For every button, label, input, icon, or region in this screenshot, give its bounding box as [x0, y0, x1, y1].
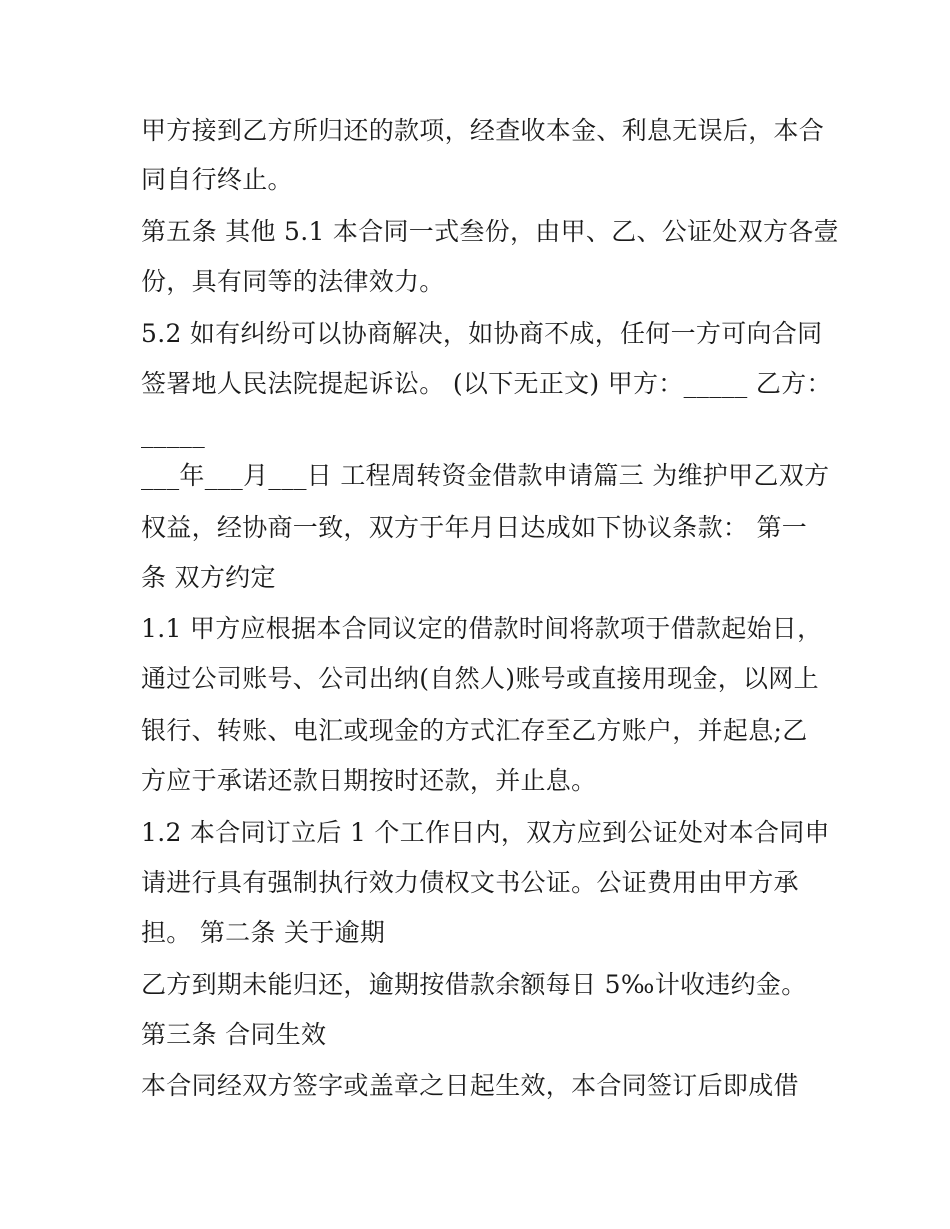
text-line: 方应于承诺还款日期按时还款，并止息。	[141, 766, 597, 795]
text-line: 第三条 合同生效	[141, 1020, 327, 1049]
text-line: 权益，经协商一致，双方于年月日达成如下协议条款： 第一	[141, 513, 808, 542]
text-line: 5.2 如有纠纷可以协商解决，如协商不成，任何一方可向合同	[141, 319, 823, 348]
text-line: 份，具有同等的法律效力。	[141, 267, 445, 296]
text-line: 条 双方约定	[141, 563, 276, 592]
text-line: 请进行具有强制执行效力债权文书公证。公证费用由甲方承	[141, 868, 799, 897]
text-line: 乙方到期未能归还，逾期按借款余额每日 5‰计收违约金。	[141, 970, 807, 999]
text-line: ___年___月___日 工程周转资金借款申请篇三 为维护甲乙双方	[141, 461, 830, 490]
text-line: _____	[141, 419, 205, 448]
text-line: 1.1 甲方应根据本合同议定的借款时间将款项于借款起始日，	[141, 614, 823, 643]
text-line: 银行、转账、电汇或现金的方式汇存至乙方账户，并起息;乙	[141, 716, 808, 745]
text-line: 甲方接到乙方所归还的款项，经查收本金、利息无误后，本合	[141, 116, 825, 145]
text-line: 签署地人民法院提起诉讼。 (以下无正文) 甲方：_____ 乙方：	[141, 369, 832, 398]
text-line: 第五条 其他 5.1 本合同一式叁份，由甲、乙、公证处双方各壹	[141, 217, 839, 246]
text-line: 同自行终止。	[141, 165, 293, 194]
text-line: 本合同经双方签字或盖章之日起生效，本合同签订后即成借	[141, 1071, 799, 1100]
text-line: 1.2 本合同订立后 1 个工作日内，双方应到公证处对本合同申	[141, 818, 830, 847]
text-line: 担。 第二条 关于逾期	[141, 918, 386, 947]
text-line: 通过公司账号、公司出纳(自然人)账号或直接用现金，以网上	[141, 664, 819, 693]
